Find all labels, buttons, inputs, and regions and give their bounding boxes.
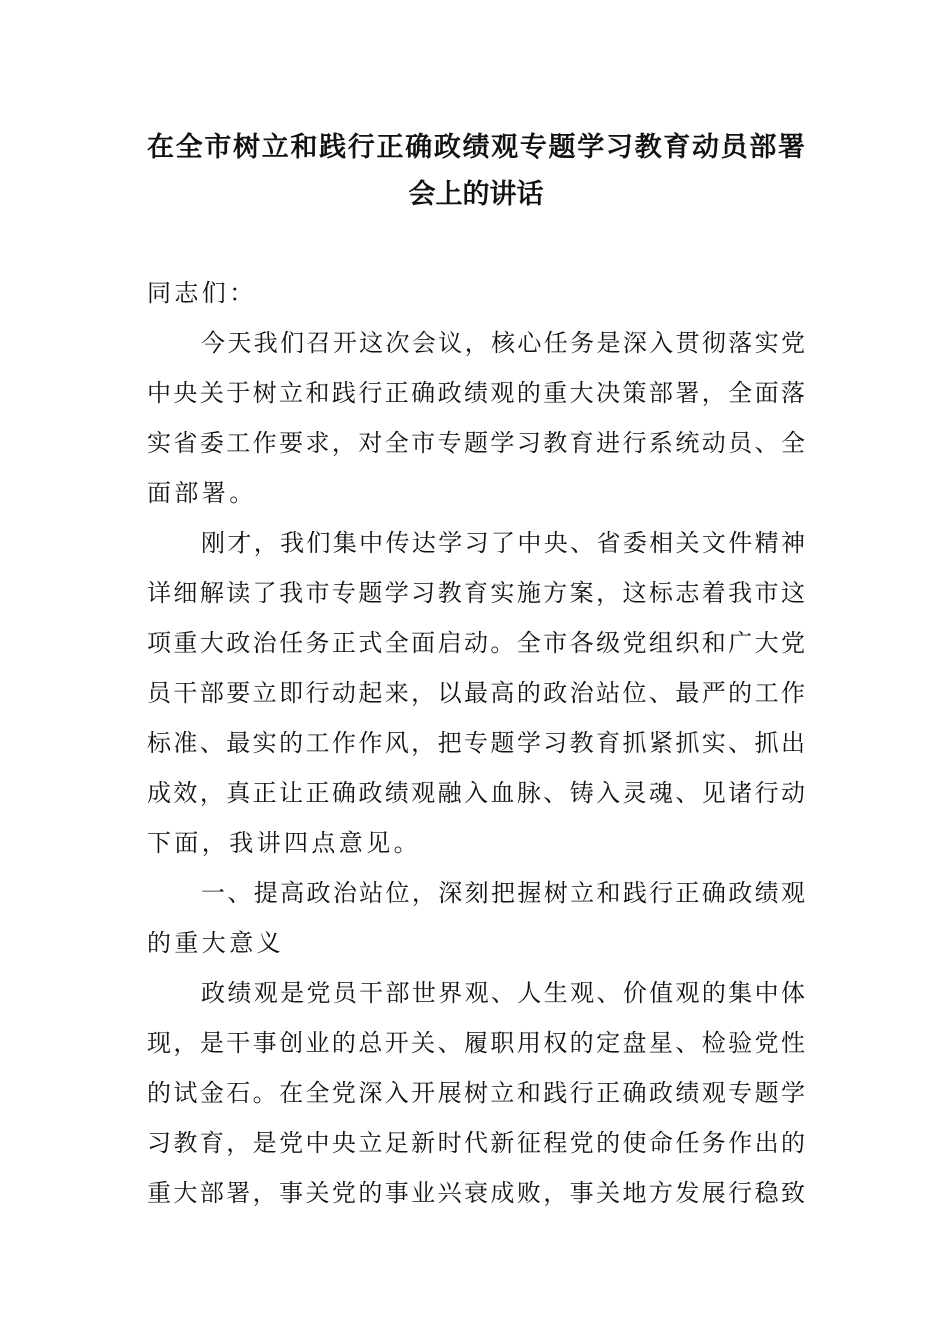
text-line: 一、提高政治站位，深刻把握树立和践行正确政绩观 [201, 879, 805, 907]
text-line: 政绩观是党员干部世界观、人生观、价值观的集中体 [201, 979, 805, 1007]
paragraph-1 [147, 318, 805, 518]
text-line: 详细解读了我市专题学习教育实施方案，这标志着我市这 [147, 579, 805, 607]
document-body [147, 268, 805, 1218]
text-line: 今天我们召开这次会议，核心任务是深入贯彻落实党 [201, 329, 805, 357]
text-line: 的试金石。在全党深入开展树立和践行正确政绩观专题学 [147, 1079, 805, 1107]
text-line: 下面，我讲四点意见。 [147, 829, 421, 857]
text-line: 项重大政治任务正式全面启动。全市各级党组织和广大党 [147, 629, 805, 657]
text-line: 中央关于树立和践行正确政绩观的重大决策部署，全面落 [147, 379, 805, 407]
text-line: 的重大意义 [147, 929, 284, 957]
text-line: 重大部署，事关党的事业兴衰成败，事关地方发展行稳致 [147, 1179, 805, 1207]
text-line: 刚才，我们集中传达学习了中央、省委相关文件精神 [201, 529, 805, 557]
paragraph-3 [147, 968, 805, 1218]
text-line: 成效，真正让正确政绩观融入血脉、铸入灵魂、见诸行动 [147, 779, 805, 807]
text-line: 习教育，是党中央立足新时代新征程党的使命任务作出的 [147, 1129, 805, 1157]
salutation: 同志们： [147, 279, 257, 307]
text-line: 面部署。 [147, 479, 257, 507]
paragraph-2 [147, 518, 805, 868]
text-line: 现，是干事创业的总开关、履职用权的定盘星、检验党性 [147, 1029, 805, 1057]
title-line: 在全市树立和践行正确政绩观专题学习教育动员部署 [147, 132, 805, 163]
text-line: 标准、最实的工作作风，把专题学习教育抓紧抓实、抓出 [147, 729, 805, 757]
title-line: 会上的讲话 [408, 179, 544, 210]
text-line: 实省委工作要求，对全市专题学习教育进行系统动员、全 [147, 429, 805, 457]
text-line: 员干部要立即行动起来，以最高的政治站位、最严的工作 [147, 679, 805, 707]
document-title [147, 124, 805, 218]
section-heading-1 [147, 868, 805, 968]
